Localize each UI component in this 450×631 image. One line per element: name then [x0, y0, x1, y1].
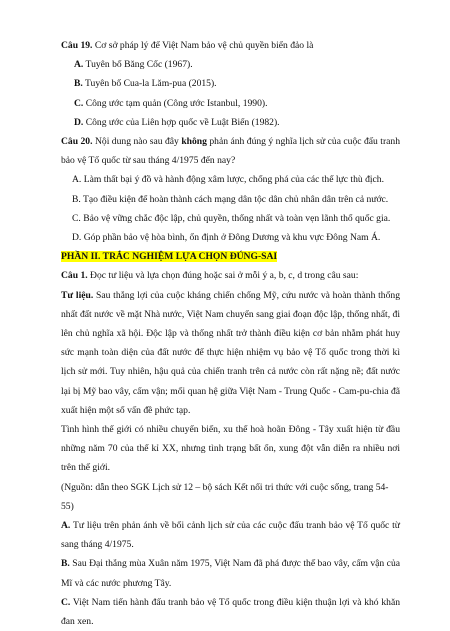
section-heading: [61, 247, 400, 266]
option-key: B.: [72, 193, 81, 205]
source-label: Tư liệu.: [61, 289, 94, 301]
q20-option-d: [61, 228, 400, 247]
option-key: D.: [74, 116, 84, 128]
statement-text: Tư liệu trên phản ánh về bối cảnh lịch sử của các cuộc đấu tranh bảo vệ Tổ quốc từ sang tháng 4/1975.: [61, 520, 400, 551]
option-key: D.: [72, 232, 82, 244]
option-key: C.: [72, 212, 81, 224]
question-19-text: Cơ sở pháp lý để Việt Nam bảo vệ chủ quyền biển đảo là: [92, 40, 314, 51]
option-text: Tuyên bố Cua-la Lăm-pua (2015).: [82, 78, 217, 90]
q19-option-b: [61, 74, 400, 93]
statement-a: [61, 516, 400, 554]
option-key: A.: [72, 174, 82, 186]
statement-c: [61, 593, 400, 631]
option-text: Công ước của Liên hợp quốc về Luật Biển (1982).: [83, 116, 280, 128]
statement-key: C.: [61, 596, 71, 608]
statement-key: B.: [61, 558, 70, 570]
option-key: B.: [74, 78, 83, 90]
q19-option-a: [61, 55, 400, 74]
option-text: Tuyên bố Băng Cốc (1967).: [83, 59, 193, 71]
question-20-text: Nội dung nào sau đây: [92, 136, 182, 148]
question-20: [61, 132, 400, 170]
source-paragraph-2: Tình hình thế giới có nhiều chuyển biến, xu thế hoà hoãn Đông - Tây xuất hiện từ đầu những năm 70 của thế kỉ XX, nhưng tình trạng bất ổn, xung đột vẫn diễn ra nhiều nơi trên thế giới.: [61, 424, 400, 474]
question-19-label: Câu 19.: [61, 40, 93, 51]
q20-option-a: [61, 170, 400, 189]
q20-option-c: [61, 209, 400, 228]
question-20-text-rest: phản ánh đúng ý nghĩa lịch sử của cuộc đấu tranh bảo vệ Tổ quốc từ sau tháng 4/1975 đến nay?: [61, 136, 401, 167]
option-key: C.: [74, 97, 84, 109]
option-key: A.: [74, 59, 84, 71]
tf-question-1: [61, 266, 400, 285]
source-citation: (Nguồn: dẫn theo SGK Lịch sử 12 – bộ sách Kết nối tri thức với cuộc sống, trang 54-55): [61, 481, 389, 512]
option-text: Làm thất bại ý đồ và hành động xâm lược, chống phá của các thế lực thù địch.: [81, 174, 384, 186]
question-20-label: Câu 20.: [61, 136, 93, 148]
q19-option-c: [61, 94, 400, 113]
statement-key: A.: [61, 520, 71, 532]
q19-option-d: [61, 113, 400, 132]
statement-text: Sau Đại thắng mùa Xuân năm 1975, Việt Nam đã phá được thế bao vây, cấm vận của Mĩ và các nước phương Tây.: [61, 558, 400, 589]
section-heading-text: PHẦN II. TRẮC NGHIỆM LỰA CHỌN ĐÚNG-SAI: [61, 251, 278, 263]
tf-question-1-instruction: Đọc tư liệu và lựa chọn đúng hoặc sai ở mỗi ý a, b, c, d trong câu sau:: [87, 270, 359, 282]
option-text: Bảo vệ vững chắc độc lập, chủ quyền, thống nhất và toàn vẹn lãnh thổ quốc gia.: [80, 212, 391, 224]
option-text: Công ước tạm quản (Công ước Istanbul, 1990).: [83, 97, 268, 109]
source-text: Sau thắng lợi của cuộc kháng chiến chống Mỹ, cứu nước và hoàn thành thống nhất đất nước về mặt Nhà nước, Việt Nam chuyển sang giai đoạn độc lập, thống nhất, đi lên chủ nghĩa xã hội. Độc lập và thống nhất trở thành điều kiện cơ bản nhằm phát huy sức mạnh toàn diện của đất nước để thực hiện nhiệm vụ bảo vệ Tổ quốc trong thời kì lịch sử mới. Tuy nhiên, hậu quả của chiến tranh trên cả nước còn rất nặng nề; đất nước lại bị Mỹ bao vây, cấm vận; mối quan hệ giữa Việt Nam - Trung Quốc - Cam-pu-chia đã xuất hiện một số vấn đề phức tạp.: [61, 289, 400, 416]
option-text: Tạo điều kiện để hoàn thành cách mạng dân tộc dân chủ nhân dân trên cả nước.: [80, 193, 389, 205]
statement-b: [61, 554, 400, 592]
statement-text: Việt Nam tiến hành đấu tranh bảo vệ Tổ quốc trong điều kiện thuận lợi và khó khăn đan xen.: [61, 596, 400, 628]
source-paragraph-1: [61, 286, 400, 420]
q20-option-b: [61, 190, 400, 209]
question-19: [61, 36, 400, 55]
tf-question-1-label: Câu 1.: [61, 270, 88, 282]
option-text: Góp phần bảo vệ hòa bình, ổn định ở Đông Dương và khu vực Đông Nam Á.: [81, 232, 381, 244]
question-20-emphasis: không: [181, 136, 207, 148]
